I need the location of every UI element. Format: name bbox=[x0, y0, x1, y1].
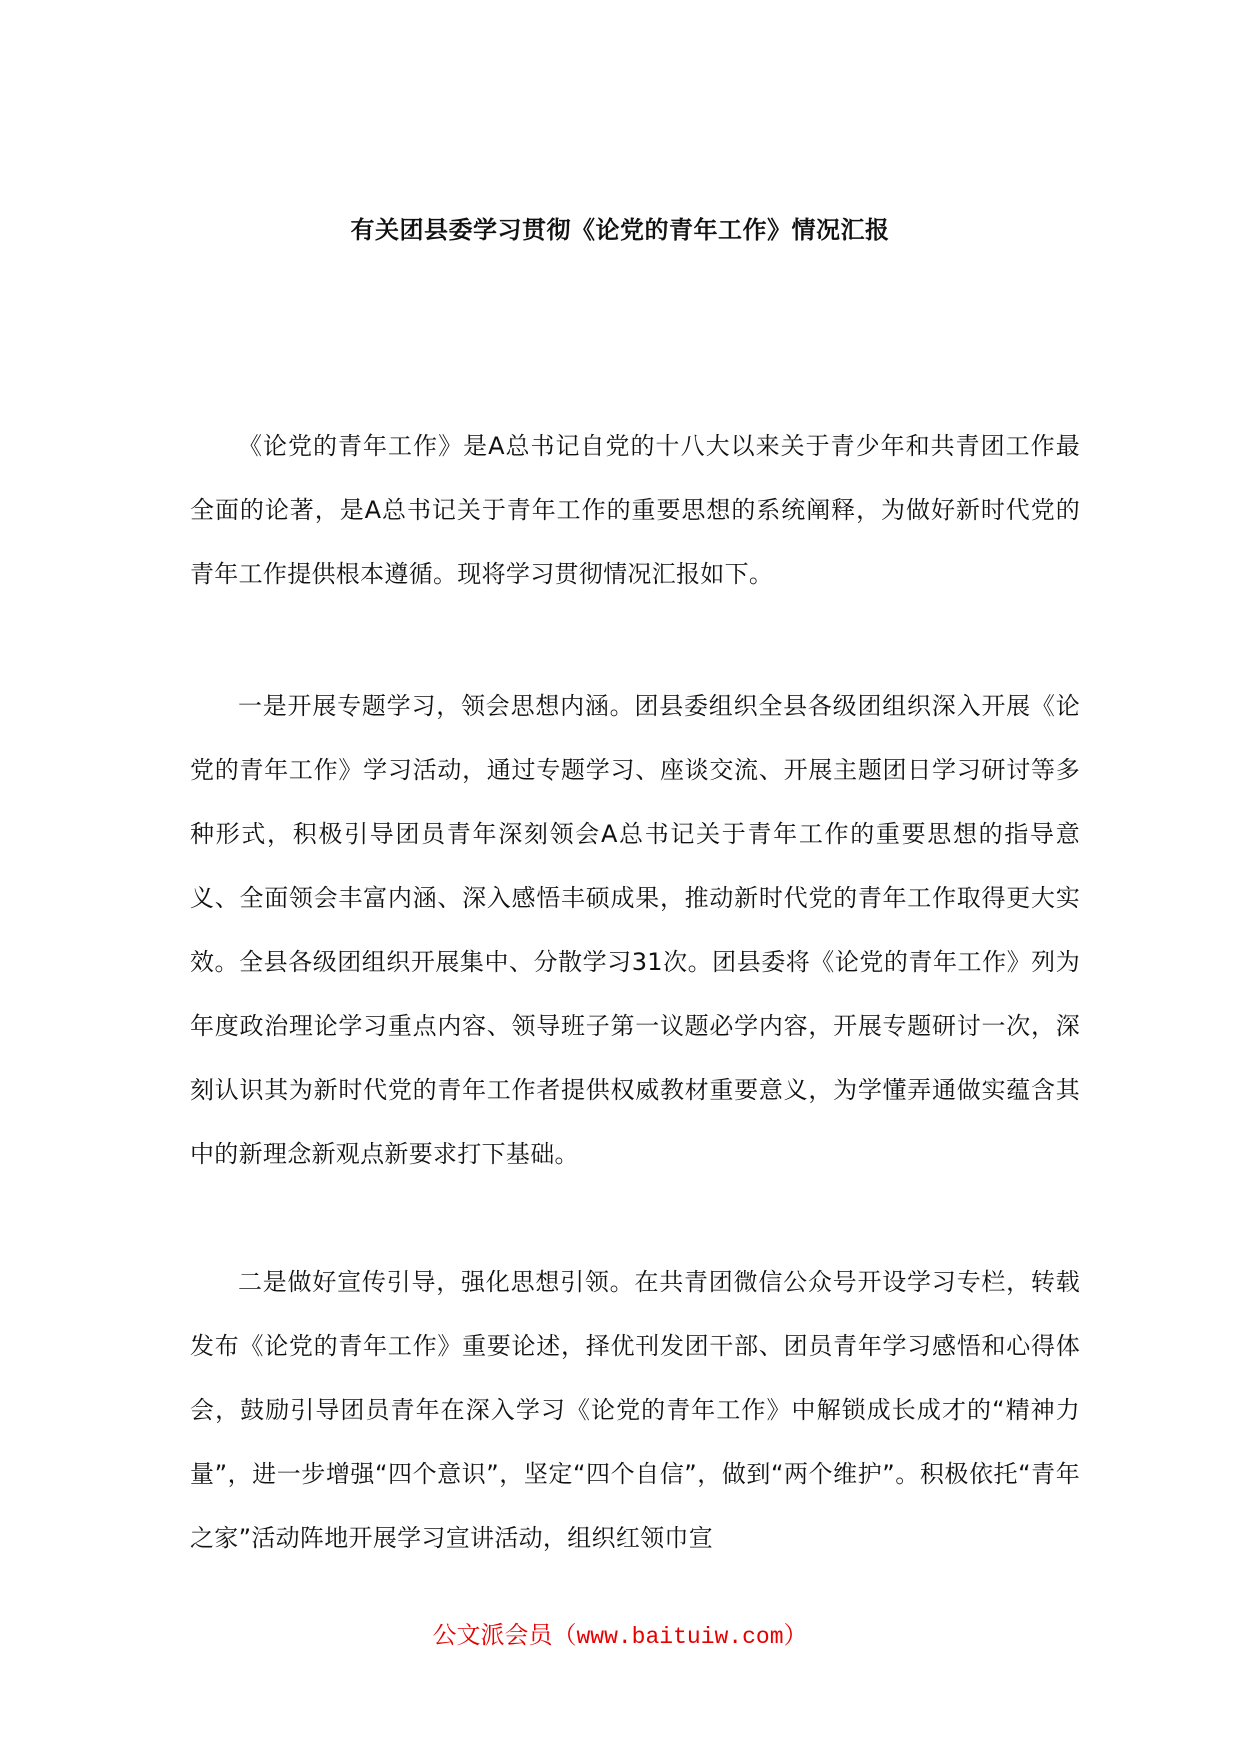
paragraph-study: 一是开展专题学习，领会思想内涵。团县委组织全县各级团组织深入开展《论党的青年工作》学习活动，通过专题学习、座谈交流、开展主题团日学习研讨等多种形式，积极引导团员青年深刻领会A总书记关于青年工作的重要思想的指导意义、全面领会丰富内涵、深入感悟丰硕成果，推动新时代党的青年工作取得更大实效。全县各级团组织开展集中、分散学习31次。团县委将《论党的青年工作》列为年度政治理论学习重点内容、领导班子第一议题必学内容，开展专题研讨一次，深刻认识其为新时代党的青年工作者提供权威教材重要意义，为学懂弄通做实蕴含其中的新理念新观点新要求打下基础。 bbox=[190, 692, 1080, 1168]
footer-open-paren: （ bbox=[552, 1621, 577, 1649]
paragraph-publicity: 二是做好宣传引导，强化思想引领。在共青团微信公众号开设学习专栏，转载发布《论党的青年工作》重要论述，择优刊发团干部、团员青年学习感悟和心得体会，鼓励引导团员青年在深入学习《论党的青年工作》中解锁成长成才的“精神力量”，进一步增强“四个意识”，坚定“四个自信”，做到“两个维护”。积极依托“青年之家”活动阵地开展学习宣讲活动，组织红领巾宣 bbox=[190, 1268, 1080, 1552]
footer-close-paren: ） bbox=[783, 1621, 808, 1649]
footer-url: www.baituiw.com bbox=[576, 1624, 784, 1650]
paragraph-intro: 《论党的青年工作》是A总书记自党的十八大以来关于青少年和共青团工作最全面的论著，是A总书记关于青年工作的重要思想的系统阐释，为做好新时代党的青年工作提供根本遵循。现将学习贯彻情况汇报如下。 bbox=[190, 432, 1080, 588]
document-title: 有关团县委学习贯彻《论党的青年工作》情况汇报 bbox=[350, 216, 890, 244]
footer-watermark bbox=[0, 1618, 1240, 1654]
footer-label: 公文派会员 bbox=[432, 1621, 553, 1649]
